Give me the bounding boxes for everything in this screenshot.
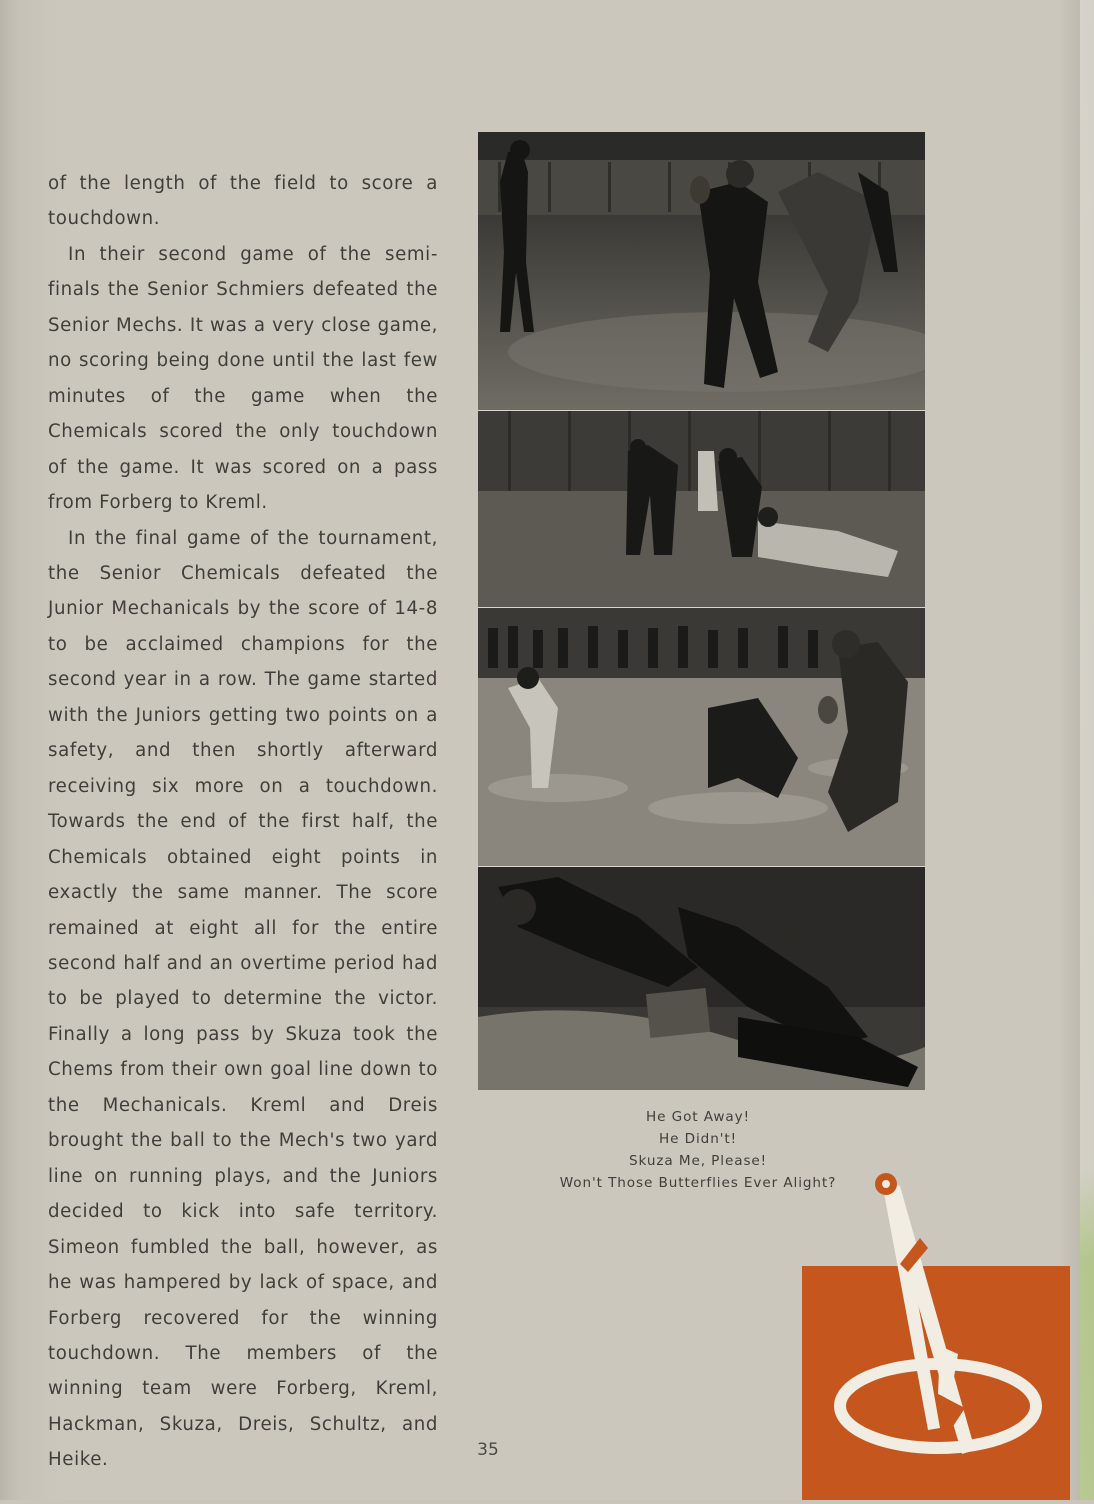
photo-skuza-me-please xyxy=(478,608,925,868)
page-number: 35 xyxy=(477,1440,499,1460)
paragraph-semi-finals: In their second game of the semi-finals the Senior Schmiers defeated the Senior Mechs. It was a very close game, no scoring being done until the last few minutes of the game when the Chemicals scored the only touchdown of the game. It was scored on a pass from Forberg to Kreml. xyxy=(48,243,438,514)
photo-he-didnt xyxy=(478,411,925,609)
caption-line: Skuza Me, Please! xyxy=(628,1153,768,1169)
photo-butterflies xyxy=(478,867,925,1090)
compass-emblem xyxy=(800,1168,1072,1500)
page-edge xyxy=(1080,0,1094,1500)
caption-line: He Got Away! xyxy=(646,1109,750,1125)
article-column xyxy=(48,166,438,1478)
caption-line: He Didn't! xyxy=(659,1131,737,1147)
paragraph-final-game: In the final game of the tournament, the Senior Chemicals defeated the Junior Mechanicals by the score of 14-8 to be acclaimed champions for the second year in a row. The game started with the Juniors getting two points on a safety, and then shortly afterward receiving six more on a touchdown. Towards the end of the first half, the Chemicals obtained eight points in exactly the same manner. The score remained at eight all for the entire second half and an overtime period had to be played to determine the victor. Finally a long pass by Skuza took the Chems from their own goal line down to the Mechanicals. Kreml and Dreis brought the ball to the Mech's two yard line on running plays, and the Juniors decided to kick into safe territory. Simeon fumbled the ball, however, as he was hampered by lack of space, and Forberg recovered for the winning touchdown. The members of the winning team were Forberg, Kreml, Hackman, Skuza, Dreis, Schultz, and Heike. xyxy=(48,527,438,1471)
photo-he-got-away xyxy=(478,132,925,412)
photo-stack xyxy=(478,132,925,1090)
caption-line: Won't Those Butterflies Ever Alight? xyxy=(559,1175,837,1191)
paragraph-continuation: of the length of the field to score a touchdown. xyxy=(48,173,438,230)
